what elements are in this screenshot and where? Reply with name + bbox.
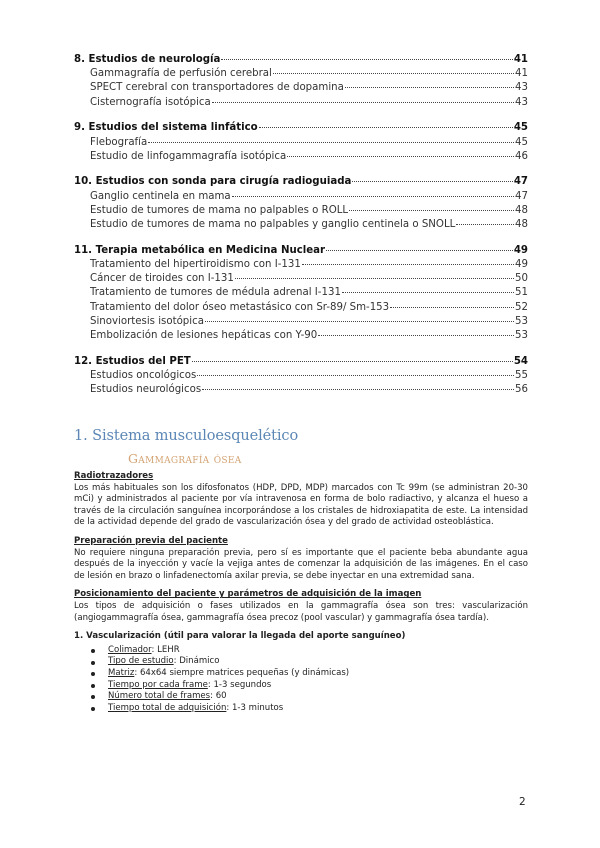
toc-subentry-title: Estudio de tumores de mama no palpables y ganglio centinela o SNOLL <box>90 219 456 231</box>
toc-leader <box>326 249 513 251</box>
list-item-value: : 1-3 minutos <box>226 702 284 713</box>
toc-leader <box>259 126 513 128</box>
toc-subentry-title: Cisternografía isotópica <box>90 96 211 108</box>
toc-subentry[interactable] <box>74 67 528 81</box>
toc-group-neurologia <box>74 53 528 110</box>
vascularizacion-list <box>74 645 528 715</box>
toc-subentry-title: Sinoviortesis isotópica <box>90 315 204 327</box>
toc-subentry-title: Ganglio centinela en mama <box>90 190 231 202</box>
toc-subentry-title: SPECT cerebral con transportadores de dopamina <box>90 82 344 94</box>
list-item-label: Matriz <box>108 667 135 678</box>
preparacion-heading: Preparación previa del paciente <box>74 535 228 546</box>
toc-subentry-page: 53 <box>515 315 528 327</box>
posicionamiento-text: Los tipos de adquisición o fases utilizados en la gammagrafía ósea son tres: vascularización (angiogammagrafía ósea, gammagrafía ósea precoz (pool vascular) y gammagrafía ósea tardía). <box>74 600 528 623</box>
toc-subentry[interactable] <box>74 136 528 150</box>
toc-subentry[interactable] <box>74 272 528 286</box>
toc-leader <box>352 180 512 182</box>
toc-leader <box>202 388 514 390</box>
toc-subentry-page: 43 <box>515 96 528 108</box>
list-item <box>108 645 528 657</box>
list-item <box>108 668 528 680</box>
toc-entry-title: 10. Estudios con sonda para cirugía radioguiada <box>74 176 352 188</box>
toc-leader <box>349 209 514 211</box>
toc-subentry-title: Estudio de tumores de mama no palpables o ROLL <box>90 204 349 216</box>
toc-subentry-title: Estudio de linfogammagrafía isotópica <box>90 150 287 162</box>
toc-subentry[interactable] <box>74 150 528 164</box>
list-item-value: : LEHR <box>151 644 180 655</box>
toc-subentry[interactable] <box>74 81 528 95</box>
document-body <box>74 471 528 721</box>
radiotrazadores-block <box>74 471 528 529</box>
radiotrazadores-text: Los más habituales son los difosfonatos (HDP, DPD, MDP) marcados con Tc 99m (se administran 20-30 mCi) y administrados al paciente por vía intravenosa en forma de bolo radiactivo, y alcanza el hueso a través de la circulación sanguínea incorporándose a los cristales de hidroxiapatita de este. La intensidad de la actividad depende del grado de vascularización ósea y del grado de actividad osteoblástica. <box>74 482 528 528</box>
list-item <box>108 656 528 668</box>
toc-group-terapia <box>74 244 528 343</box>
toc-leader <box>456 223 514 225</box>
toc-subentry[interactable] <box>74 329 528 343</box>
toc-subentry-page: 52 <box>515 301 528 313</box>
toc-leader <box>390 306 514 308</box>
toc-leader <box>318 334 514 336</box>
toc-subentry[interactable] <box>74 315 528 329</box>
toc-leader <box>232 195 514 197</box>
toc-entry-title: 11. Terapia metabólica en Medicina Nuclear <box>74 244 326 256</box>
list-item <box>108 691 528 703</box>
toc-subentry-title: Gammagrafía de perfusión cerebral <box>90 68 272 80</box>
toc-leader <box>192 360 513 362</box>
toc-subentry-page: 53 <box>515 329 528 341</box>
toc-leader <box>148 141 514 143</box>
toc-subentry-page: 45 <box>515 136 528 148</box>
table-of-contents <box>74 53 528 409</box>
list-item-value: : 1-3 segundos <box>207 679 272 690</box>
list-item <box>108 703 528 715</box>
toc-leader <box>221 58 512 60</box>
posicionamiento-heading: Posicionamiento del paciente y parámetros de adquisición de la imagen <box>74 589 422 600</box>
toc-subentry-title: Tratamiento de tumores de médula adrenal I-131 <box>90 287 341 299</box>
vascularizacion-block <box>74 631 528 714</box>
toc-leader <box>345 86 514 88</box>
toc-entry-page: 54 <box>513 355 528 367</box>
toc-subentry-title: Flebografía <box>90 136 148 148</box>
list-item-label: Número total de frames <box>108 691 211 702</box>
posicionamiento-block <box>74 589 528 624</box>
toc-subentry[interactable] <box>74 218 528 232</box>
toc-group-sonda <box>74 175 528 232</box>
toc-entry[interactable] <box>74 121 528 135</box>
toc-subentry-page: 55 <box>515 369 528 381</box>
toc-entry[interactable] <box>74 53 528 67</box>
toc-leader <box>212 101 514 103</box>
toc-subentry-page: 41 <box>515 68 528 80</box>
toc-subentry-title: Estudios oncológicos <box>90 369 197 381</box>
list-item-label: Colimador <box>108 644 152 655</box>
list-item-value: : 64x64 siempre matrices pequeñas (y dinámicas) <box>134 667 350 678</box>
list-item-label: Tiempo total de adquisición <box>108 702 227 713</box>
toc-entry-page: 45 <box>513 122 528 134</box>
toc-leader <box>287 155 514 157</box>
toc-entry[interactable] <box>74 175 528 189</box>
toc-subentry-page: 50 <box>515 273 528 285</box>
toc-subentry-title: Tratamiento del hipertiroidismo con I-131 <box>90 258 301 270</box>
toc-entry-title: 9. Estudios del sistema linfático <box>74 122 258 134</box>
toc-subentry-page: 56 <box>515 384 528 396</box>
toc-subentry-title: Estudios neurológicos <box>90 384 202 396</box>
toc-entry-title: 12. Estudios del PET <box>74 355 191 367</box>
toc-subentry-page: 51 <box>515 287 528 299</box>
toc-subentry-page: 46 <box>515 150 528 162</box>
toc-subentry[interactable] <box>74 96 528 110</box>
toc-subentry-page: 47 <box>515 190 528 202</box>
toc-subentry[interactable] <box>74 258 528 272</box>
toc-subentry[interactable] <box>74 301 528 315</box>
preparacion-block <box>74 536 528 582</box>
toc-subentry-page: 48 <box>515 219 528 231</box>
radiotrazadores-heading: Radiotrazadores <box>74 471 154 481</box>
toc-subentry-page: 49 <box>515 258 528 270</box>
toc-leader <box>302 263 514 265</box>
toc-subentry-title: Cáncer de tiroides con I-131 <box>90 273 234 285</box>
toc-entry-title: 8. Estudios de neurología <box>74 54 221 65</box>
toc-leader <box>342 291 514 293</box>
toc-subentry-title: Embolización de lesiones hepáticas con Y-90 <box>90 329 318 341</box>
toc-leader <box>197 374 514 376</box>
list-item-label: Tiempo por cada frame <box>108 679 208 690</box>
page-number: 2 <box>519 796 526 808</box>
toc-entry-page: 47 <box>513 176 528 188</box>
toc-entry[interactable] <box>74 355 528 369</box>
toc-subentry-page: 43 <box>515 82 528 94</box>
preparacion-text: No requiere ninguna preparación previa, pero sí es importante que el paciente beba abundante agua después de la inyección y vacíe la vejiga antes de comenzar la adquisición de las imágenes. En el caso de lesión en brazo o linfadenectomía axilar previa, se debe inyectar en una extremidad sana. <box>74 547 528 581</box>
subsection-title: Gammagrafía ósea <box>128 451 242 466</box>
toc-group-linfatico <box>74 121 528 164</box>
toc-group-pet <box>74 355 528 398</box>
section-title: 1. Sistema musculoesquelético <box>74 428 299 444</box>
vascularizacion-heading: 1. Vascularización (útil para valorar la llegada del aporte sanguíneo) <box>74 631 406 642</box>
toc-subentry[interactable] <box>74 190 528 204</box>
toc-subentry[interactable] <box>74 286 528 300</box>
toc-subentry-page: 48 <box>515 204 528 216</box>
toc-subentry[interactable] <box>74 383 528 397</box>
list-item <box>108 680 528 692</box>
toc-subentry[interactable] <box>74 369 528 383</box>
toc-entry[interactable] <box>74 244 528 258</box>
toc-subentry-title: Tratamiento del dolor óseo metastásico con Sr-89/ Sm-153 <box>90 301 390 313</box>
list-item-value: : Dinámico <box>173 656 220 667</box>
list-item-value: : 60 <box>210 691 227 702</box>
toc-leader <box>273 72 514 74</box>
toc-subentry[interactable] <box>74 204 528 218</box>
list-item-label: Tipo de estudio <box>108 656 174 667</box>
toc-leader <box>205 320 514 322</box>
toc-entry-page: 41 <box>513 54 528 65</box>
toc-leader <box>235 277 514 279</box>
toc-entry-page: 49 <box>513 244 528 256</box>
